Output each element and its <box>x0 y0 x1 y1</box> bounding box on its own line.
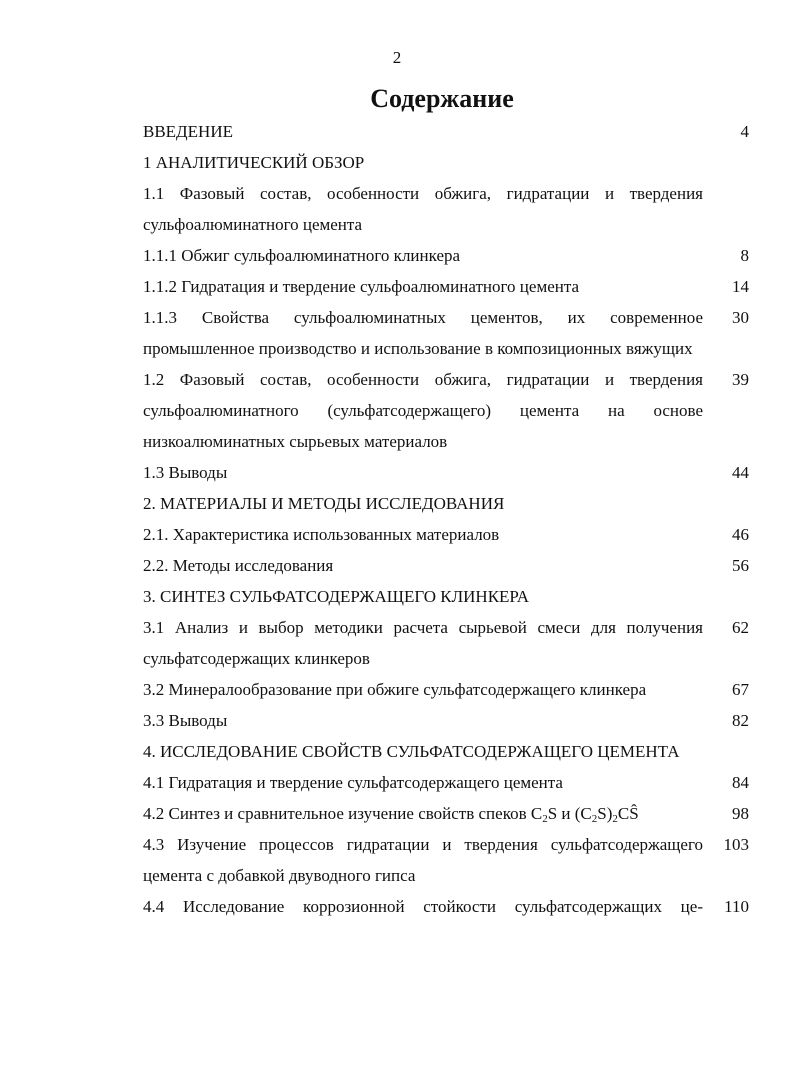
toc-entry-page: 62 <box>732 618 749 637</box>
toc-entry <box>143 116 755 147</box>
toc-entry-page: 67 <box>732 680 749 699</box>
toc-entry-text: 4.4 Исследование коррозионной стойкости сульфатсодержащих це- <box>143 897 703 916</box>
page-number: 2 <box>392 48 402 67</box>
toc-entry <box>143 829 755 891</box>
toc-entry-text: 4.2 Синтез и сравнительное изучение свойств спеков $C_2S$ и $(C_2S)_2CŜ$ <box>143 804 639 825</box>
toc-entry-text: 3.3 Выводы <box>143 711 228 730</box>
toc-entry-page: 103 <box>723 835 749 854</box>
toc-entry-text: 3.1 Анализ и выбор методики расчета сырьевой смеси для получения сульфатсодержащих клинкеров <box>143 618 703 668</box>
toc-entry <box>143 767 755 798</box>
toc-entry <box>143 891 755 922</box>
page-title: Содержание <box>370 84 514 113</box>
toc-entry-page: 84 <box>732 773 749 792</box>
toc-entry-page: 8 <box>740 246 749 265</box>
toc-entry <box>143 736 755 767</box>
toc-entry <box>143 581 755 612</box>
toc-entry-page: 30 <box>732 308 749 327</box>
toc-entry-page: 110 <box>724 897 749 916</box>
toc-entry <box>143 488 755 519</box>
toc-entry <box>143 457 755 488</box>
toc-entry <box>143 147 755 178</box>
toc-entry <box>143 302 755 364</box>
toc-entry-page: 44 <box>732 463 749 482</box>
toc-entry <box>143 705 755 736</box>
toc-entry <box>143 550 755 581</box>
toc-entry <box>143 271 755 302</box>
toc-entry-page: 39 <box>732 370 749 389</box>
toc-entry-text: 1.2 Фазовый состав, особенности обжига, гидратации и твердения сульфоалюминатного (сульфатсодержащего) цемента на основе низкоалюминатных сырьевых материалов <box>143 370 703 451</box>
table-of-contents <box>143 116 755 922</box>
toc-entry-text: 1.1.3 Свойства сульфоалюминатных цементов, их современное промышленное производство и использование в композиционных вяжущих <box>143 308 703 358</box>
toc-entry-text: 3.2 Минералообразование при обжиге сульфатсодержащего клинкера <box>143 680 647 699</box>
toc-entry-text: 1.1.2 Гидратация и твердение сульфоалюминатного цемента <box>143 277 580 296</box>
toc-entry-text: 1.1.1 Обжиг сульфоалюминатного клинкера <box>143 246 461 265</box>
toc-entry-text: 4.1 Гидратация и твердение сульфатсодержащего цемента <box>143 773 563 792</box>
toc-entry <box>143 674 755 705</box>
toc-entry <box>143 178 755 240</box>
toc-entry-text: 3. СИНТЕЗ СУЛЬФАТСОДЕРЖАЩЕГО КЛИНКЕРА <box>143 587 529 606</box>
toc-entry <box>143 612 755 674</box>
toc-entry-text: 2. МАТЕРИАЛЫ И МЕТОДЫ ИССЛЕДОВАНИЯ <box>143 494 505 513</box>
toc-entry <box>143 364 755 457</box>
toc-entry-page: 98 <box>732 804 749 823</box>
toc-entry-text: 1.3 Выводы <box>143 463 228 482</box>
toc-entry-text: 1 АНАЛИТИЧЕСКИЙ ОБЗОР <box>143 153 365 172</box>
toc-entry-text: 1.1 Фазовый состав, особенности обжига, гидратации и твердения сульфоалюминатного цемента <box>143 184 703 234</box>
toc-entry-text: 4.3 Изучение процессов гидратации и твердения сульфатсодержащего цемента с добавкой двуводного гипса <box>143 835 703 885</box>
toc-entry-page: 82 <box>732 711 749 730</box>
toc-entry-page: 46 <box>732 525 749 544</box>
toc-entry-page: 56 <box>732 556 749 575</box>
toc-entry <box>143 798 755 829</box>
toc-entry <box>143 240 755 271</box>
toc-entry-page: 14 <box>732 277 749 296</box>
toc-entry-text: 4. ИССЛЕДОВАНИЕ СВОЙСТВ СУЛЬФАТСОДЕРЖАЩЕГО ЦЕМЕНТА <box>143 742 680 761</box>
toc-entry <box>143 519 755 550</box>
toc-entry-text: 2.1. Характеристика использованных материалов <box>143 525 500 544</box>
toc-entry-page: 4 <box>740 122 749 141</box>
toc-entry-text: ВВЕДЕНИЕ <box>143 122 233 141</box>
toc-entry-text: 2.2. Методы исследования <box>143 556 334 575</box>
